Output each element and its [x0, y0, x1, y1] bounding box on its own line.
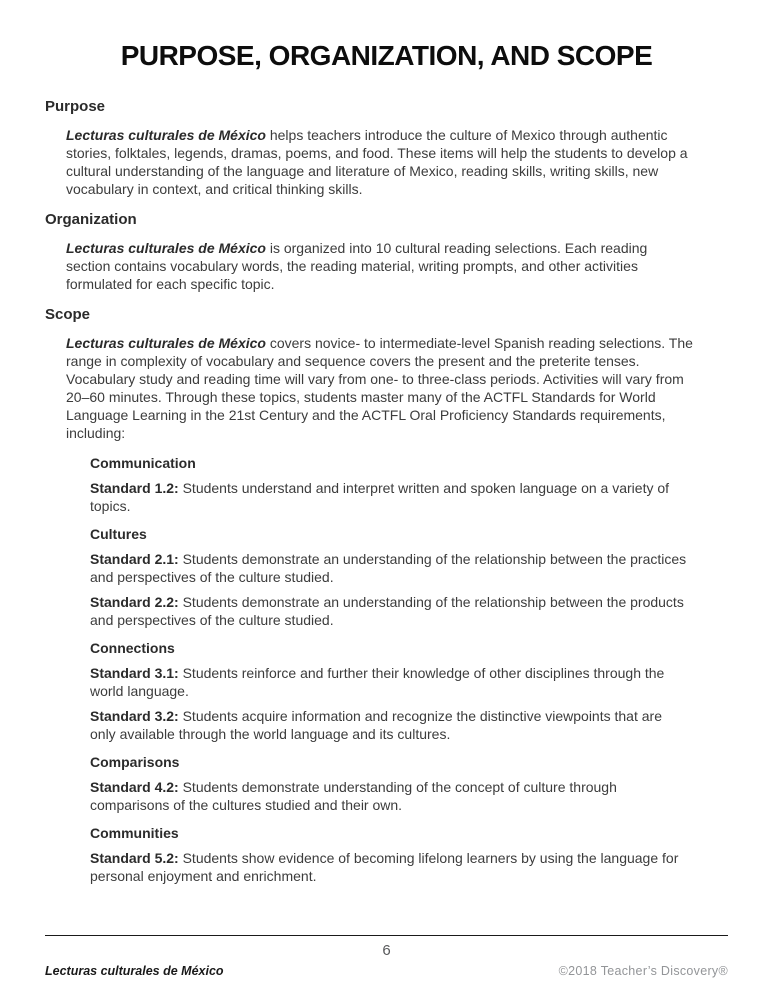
section-purpose: [45, 98, 728, 198]
standard-label: Standard 1.2:: [90, 480, 179, 496]
standard-label: Standard 2.1:: [90, 551, 179, 567]
standard-item: [90, 479, 690, 515]
standard-label: Standard 3.1:: [90, 665, 179, 681]
standard-item: [90, 707, 690, 743]
page-footer: [45, 935, 728, 1000]
page-title: PURPOSE, ORGANIZATION, AND SCOPE: [120, 40, 653, 71]
group-heading: Communities: [90, 825, 179, 841]
section-scope: [45, 306, 728, 885]
footer-divider: [45, 935, 728, 936]
standard-text: Students demonstrate an understanding of the relationship between the practices and perspectives of the culture studied.: [90, 551, 687, 585]
purpose-paragraph: [66, 126, 694, 198]
section-organization: [45, 211, 728, 293]
book-title-text: Lecturas culturales de México: [66, 335, 266, 351]
section-heading-organization: Organization: [45, 211, 137, 228]
standard-item: [90, 664, 690, 700]
section-heading-purpose: Purpose: [45, 98, 106, 115]
book-title-text: Lecturas culturales de México: [66, 240, 266, 256]
standard-item: [90, 778, 690, 814]
standards-group-comparisons: [90, 754, 728, 814]
section-heading-scope: Scope: [45, 306, 91, 323]
paragraph-text: is organized into 10 cultural reading selections. Each reading section contains vocabulary words, the reading material, writing prompts, and other activities formulated for each specific topic.: [66, 240, 648, 292]
group-heading: Connections: [90, 640, 175, 656]
book-title-text: Lecturas culturales de México: [66, 127, 266, 143]
footer-copyright: ©2018 Teacher’s Discovery®: [558, 964, 728, 978]
page-number: 6: [382, 942, 391, 959]
standard-text: Students demonstrate an understanding of the relationship between the products and perspectives of the culture studied.: [90, 594, 684, 628]
group-heading: Cultures: [90, 526, 147, 542]
standard-text: Students reinforce and further their knowledge of other disciplines through the world language.: [90, 665, 665, 699]
standard-text: Students show evidence of becoming lifelong learners by using the language for personal enjoyment and enrichment.: [90, 850, 679, 884]
scope-paragraph: [66, 334, 694, 442]
standard-text: Students understand and interpret written and spoken language on a variety of topics.: [90, 480, 670, 514]
standard-label: Standard 5.2:: [90, 850, 179, 866]
standard-label: Standard 3.2:: [90, 708, 179, 724]
group-heading: Comparisons: [90, 754, 180, 770]
standard-item: [90, 593, 690, 629]
paragraph-text: covers novice- to intermediate-level Spanish reading selections. The range in complexity of vocabulary and sequence covers the present and the preterite tenses. Vocabulary study and reading time will vary from one- to three-class periods. Activities will vary from 20–60 minutes. Through these topics, students master many of the ACTFL Standards for World Language Learning in the 21st Century and the ACTFL Oral Proficiency Standards requirements, including:: [66, 335, 693, 441]
standards-group-connections: [90, 640, 728, 743]
standards-group-cultures: [90, 526, 728, 629]
standards-group-communication: [90, 455, 728, 515]
footer-book-title: Lecturas culturales de México: [45, 964, 224, 978]
standard-label: Standard 2.2:: [90, 594, 179, 610]
organization-paragraph: [66, 239, 694, 293]
standard-label: Standard 4.2:: [90, 779, 179, 795]
group-heading: Communication: [90, 455, 196, 471]
paragraph-text: helps teachers introduce the culture of Mexico through authentic stories, folktales, legends, dramas, poems, and food. These items will help the students to develop a cultural understanding of the language and literature of Mexico, reading skills, writing skills, new vocabulary in context, and critical thinking skills.: [66, 127, 688, 197]
standard-item: [90, 550, 690, 586]
standard-item: [90, 849, 690, 885]
standards-list: [90, 455, 728, 885]
standard-text: Students demonstrate understanding of the concept of culture through comparisons of the cultures studied and their own.: [90, 779, 617, 813]
standard-text: Students acquire information and recognize the distinctive viewpoints that are only available through the world language and its cultures.: [90, 708, 662, 742]
standards-group-communities: [90, 825, 728, 885]
footer-row: [45, 964, 728, 978]
